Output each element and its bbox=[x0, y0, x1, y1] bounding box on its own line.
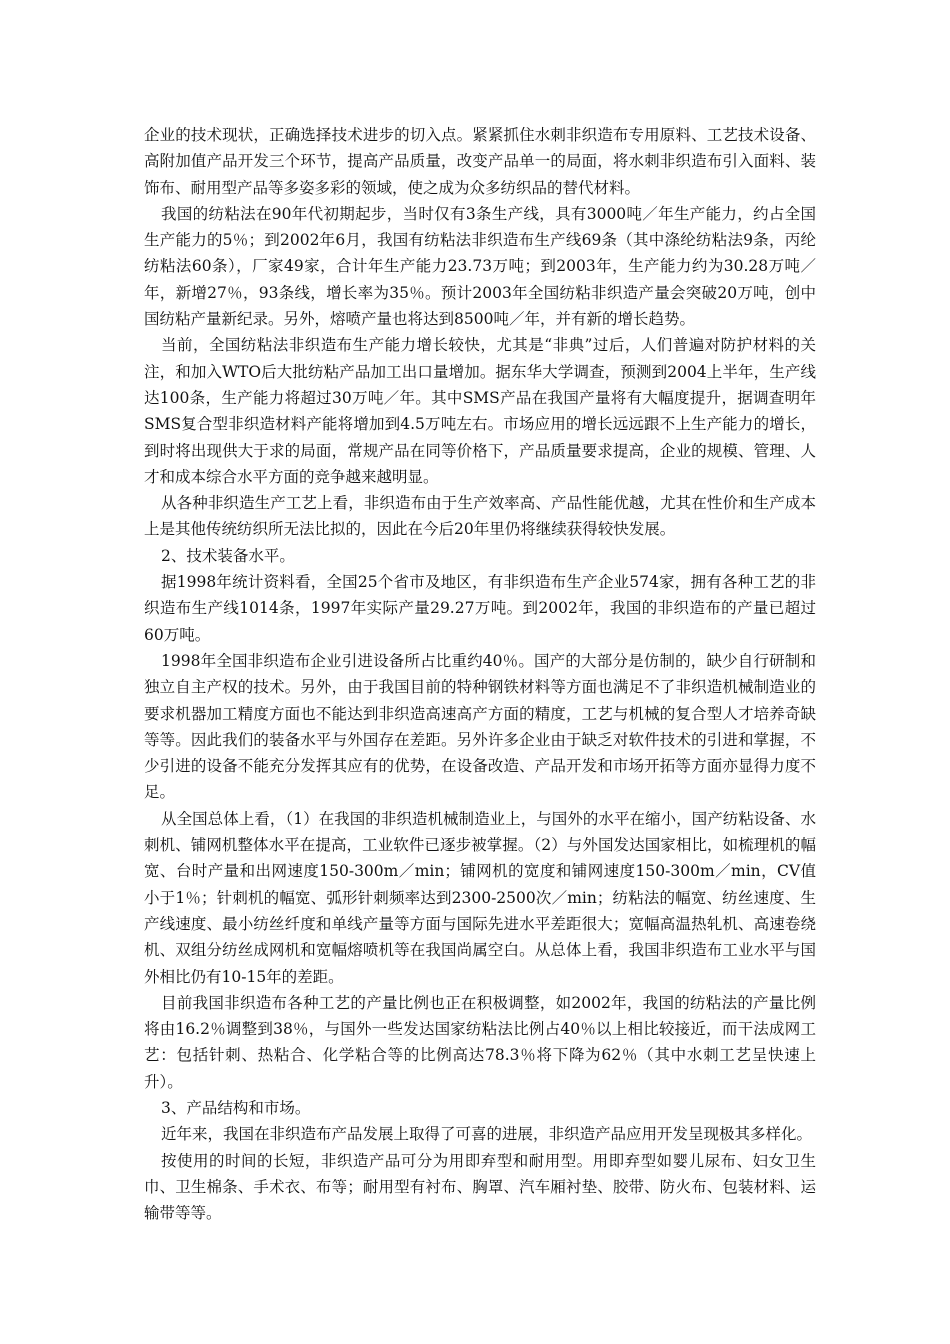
document-page bbox=[144, 122, 816, 1226]
paragraph-2: 我国的纺粘法在90年代初期起步，当时仅有3条生产线，具有3000吨／年生产能力，约占全国生产能力的5％；到2002年6月，我国有纺粘法非织造布生产线69条（其中涤纶纺粘法9条，丙纶纺粘法60条），厂家49家，合计年生产能力23.73万吨；到2003年，生产能力约为30.28万吨／年，新增27％，93条线，增长率为35％。预计2003年全国纺粘非织造产量会突破20万吨，创中国纺粘产量新纪录。另外，熔喷产量也将达到8500吨／年，并有新的增长趋势。 bbox=[144, 204, 816, 329]
section-heading-product-structure: 3、产品结构和市场。 bbox=[161, 1098, 311, 1117]
paragraph-4: 从各种非织造生产工艺上看，非织造布由于生产效率高、产品性能优越，尤其在性价和生产成本上是其他传统纺织所无法比拟的，因此在今后20年里仍将继续获得较快发展。 bbox=[144, 494, 816, 539]
paragraph-6: 据1998年统计资料看，全国25个省市及地区，有非织造布生产企业574家，拥有各种工艺的非织造布生产线1014条，1997年实际产量29.27万吨。到2002年，我国的非织造布的产量已超过60万吨。 bbox=[144, 573, 816, 644]
paragraph-9: 目前我国非织造布各种工艺的产量比例也正在积极调整，如2002年，我国的纺粘法的产量比例将由16.2％调整到38％，与国外一些发达国家纺粘法比例占40％以上相比较接近，而干法成网工艺：包括针刺、热粘合、化学粘合等的比例高达78.3％将下降为62％（其中水刺工艺呈快速上升）。 bbox=[144, 993, 816, 1091]
paragraph-1: 企业的技术现状，正确选择技术进步的切入点。紧紧抓住水刺非织造布专用原料、工艺技术设备、高附加值产品开发三个环节，提高产品质量，改变产品单一的局面，将水刺非织造布引入面料、装饰布、耐用型产品等多姿多彩的领域，使之成为众多纺织品的替代材料。 bbox=[144, 126, 816, 197]
paragraph-8: 从全国总体上看，（1）在我国的非织造机械制造业上，与国外的水平在缩小，国产纺粘设备、水刺机、铺网机整体水平在提高，工业软件已逐步被掌握。（2）与外国发达国家相比，如梳理机的幅宽、台时产量和出网速度150-300m／min；铺网机的宽度和铺网速度150-300m／min，CV值小于1％；针刺机的幅宽、弧形针刺频率达到2300-2500次／min；纺粘法的幅宽、纺丝速度、生产线速度、最小纺丝纤度和单线产量等方面与国际先进水平差距很大；宽幅高温热轧机、高速卷绕机、双组分纺丝成网机和宽幅熔喷机等在我国尚属空白。从总体上看，我国非织造布工业水平与国外相比仍有10-15年的差距。 bbox=[144, 809, 816, 986]
section-heading-technical-equipment: 2、技术装备水平。 bbox=[161, 546, 295, 565]
paragraph-11: 近年来，我国在非织造布产品发展上取得了可喜的进展，非织造产品应用开发呈现极其多样化。 bbox=[161, 1125, 813, 1144]
paragraph-7: 1998年全国非织造布企业引进设备所占比重约40％。国产的大部分是仿制的，缺少自行研制和独立自主产权的技术。另外，由于我国目前的特种钢铁材料等方面也满足不了非织造机械制造业的要求机器加工精度方面也不能达到非织造高速高产方面的精度，工艺与机械的复合型人才培养奇缺等等。因此我们的装备水平与外国存在差距。另外许多企业由于缺乏对软件技术的引进和掌握，不少引进的设备不能充分发挥其应有的优势，在设备改造、产品开发和市场开拓等方面亦显得力度不足。 bbox=[144, 651, 816, 802]
paragraph-12: 按使用的时间的长短，非织造产品可分为用即弃型和耐用型。用即弃型如婴儿尿布、妇女卫生巾、卫生棉条、手术衣、布等；耐用型有衬布、胸罩、汽车厢衬垫、胶带、防火布、包装材料、运输带等等。 bbox=[144, 1151, 816, 1223]
paragraph-3: 当前，全国纺粘法非织造布生产能力增长较快，尤其是“非典”过后，人们普遍对防护材料的关注，和加入WTO后大批纺粘产品加工出口量增加。据东华大学调查，预测到2004上半年，生产线达100条，生产能力将超过30万吨／年。其中SMS产品在我国产量将有大幅度提升，据调查明年SMS复合型非织造材料产能将增加到4.5万吨左右。市场应用的增长远远跟不上生产能力的增长，到时将出现供大于求的局面，常规产品在同等价格下，产品质量要求提高，企业的规模、管理、人才和成本综合水平方面的竞争越来越明显。 bbox=[144, 336, 816, 486]
